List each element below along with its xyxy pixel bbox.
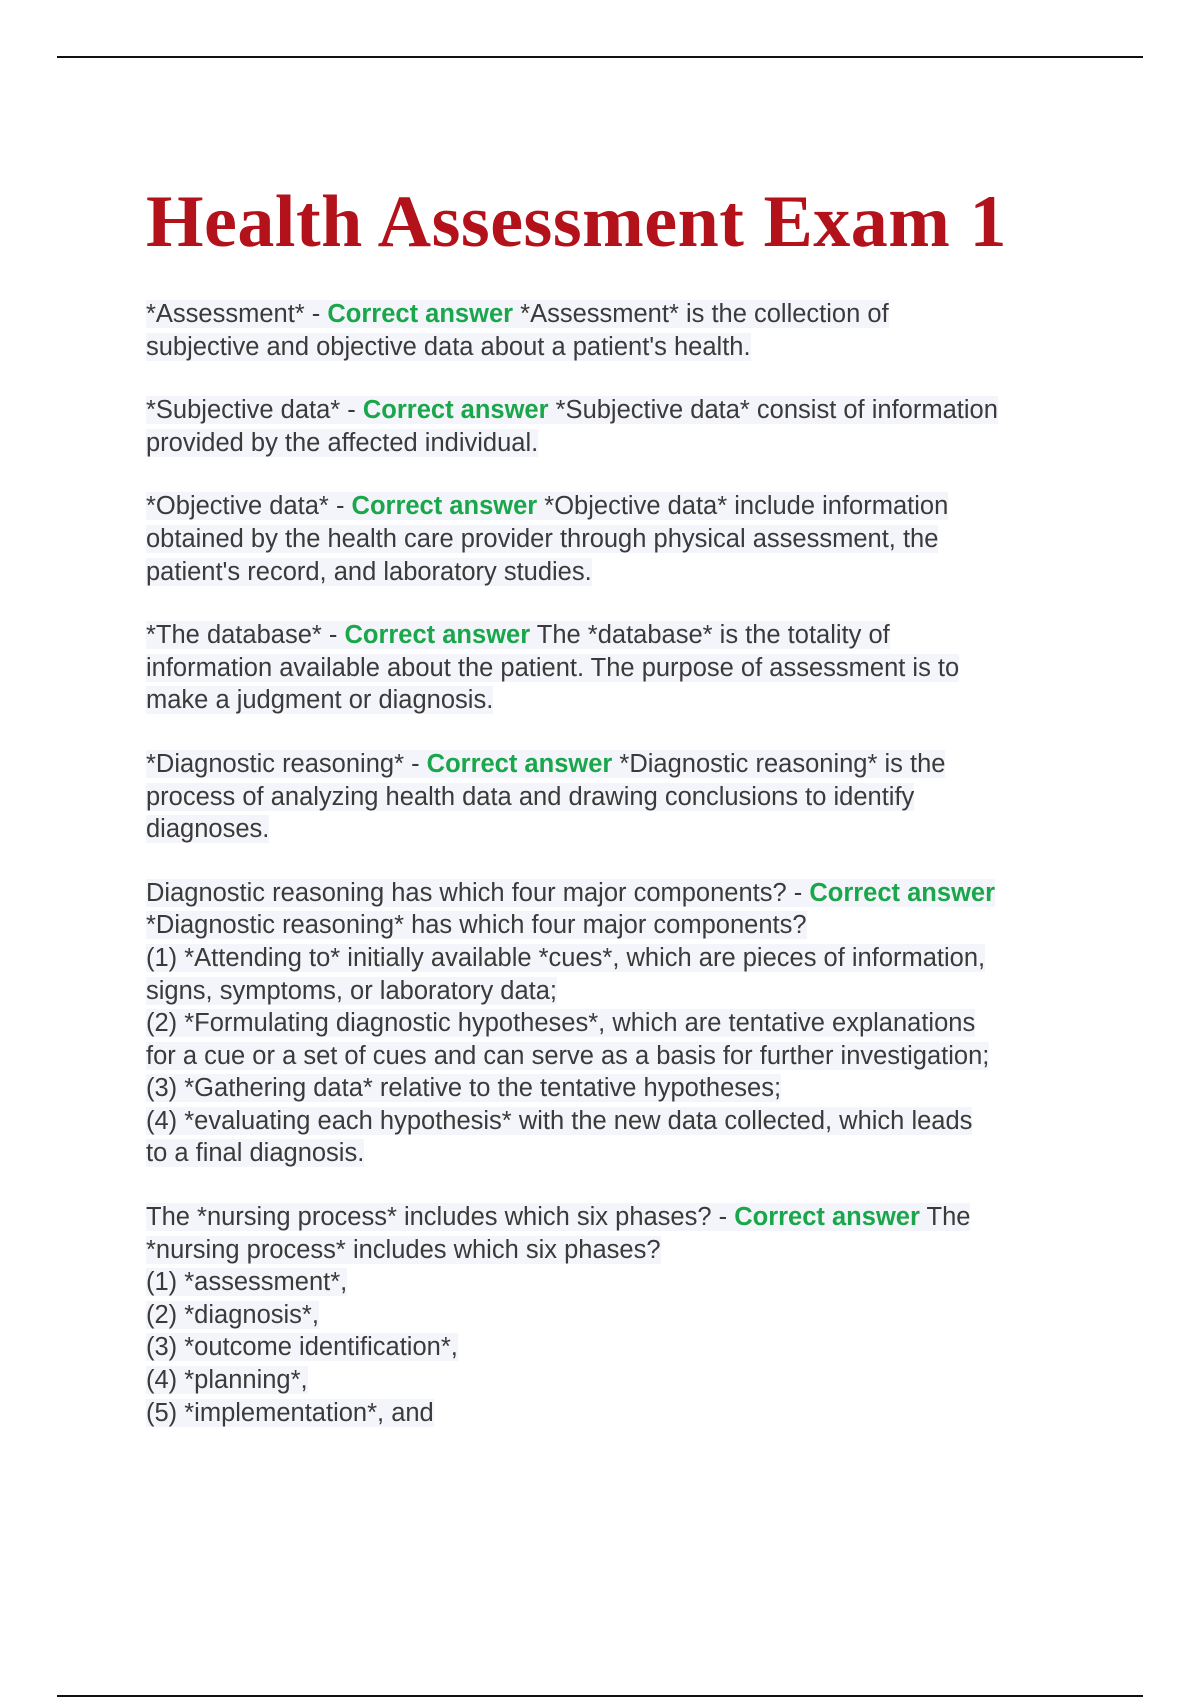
- question-text: The *nursing process* includes which six phases? -: [146, 1203, 735, 1232]
- answer-line: (4) *evaluating each hypothesis* with the new data collected, which leads: [146, 1106, 973, 1135]
- answer-text: *Objective data* include information: [537, 492, 949, 521]
- header-rule: [57, 56, 1143, 58]
- answer-line: obtained by the health care provider through physical assessment, the: [146, 524, 939, 553]
- correct-answer-tag: Correct answer: [734, 1203, 920, 1232]
- footer-rule: [57, 1695, 1143, 1697]
- correct-answer-tag: Correct answer: [351, 492, 538, 521]
- correct-answer-tag: Correct answer: [327, 300, 514, 328]
- answer-line: process of analyzing health data and drawing conclusions to identify: [146, 782, 915, 811]
- correct-answer-tag: Correct answer: [344, 621, 531, 650]
- answer-line: (2) *Formulating diagnostic hypotheses*, which are tentative explanations: [146, 1009, 976, 1038]
- answer-line: (4) *planning*,: [146, 1366, 308, 1395]
- answer-line: (1) *assessment*,: [146, 1268, 348, 1297]
- qa-first-line: [146, 298, 1096, 331]
- answer-line: signs, symptoms, or laboratory data;: [146, 976, 558, 1005]
- answer-line: (3) *Gathering data* relative to the tentative hypotheses;: [146, 1074, 782, 1103]
- correct-answer-tag: Correct answer: [426, 749, 613, 778]
- answer-text: The *database* is the totality of: [530, 621, 890, 650]
- answer-line: (5) *implementation*, and: [146, 1398, 434, 1427]
- answer-line: *Diagnostic reasoning* has which four major components?: [146, 911, 807, 940]
- qa-item: [146, 298, 1096, 363]
- qa-first-line: [146, 877, 1096, 910]
- answer-line: (2) *diagnosis*,: [146, 1300, 319, 1329]
- qa-item: [146, 748, 1096, 846]
- question-text: Diagnostic reasoning has which four major components? -: [146, 878, 810, 907]
- qa-first-line: [146, 748, 1096, 781]
- answer-text: *Assessment* is the collection of: [513, 300, 889, 328]
- qa-item: [146, 619, 1096, 717]
- qa-item: [146, 490, 1096, 588]
- question-text: *Assessment* -: [146, 300, 328, 328]
- answer-line: (1) *Attending to* initially available *cues*, which are pieces of information,: [146, 943, 986, 972]
- qa-item: [146, 877, 1096, 1170]
- question-text: *Subjective data* -: [146, 396, 363, 425]
- qa-first-line: [146, 490, 1096, 523]
- answer-line: subjective and objective data about a patient's health.: [146, 332, 751, 361]
- question-text: *Objective data* -: [146, 492, 352, 521]
- qa-first-line: [146, 1201, 1096, 1234]
- correct-answer-tag: Correct answer: [362, 396, 549, 425]
- document-title: Health Assessment Exam 1: [146, 181, 1007, 263]
- answer-line: *nursing process* includes which six phases?: [146, 1235, 661, 1264]
- answer-text: *Diagnostic reasoning* is the: [612, 749, 946, 778]
- answer-line: diagnoses.: [146, 815, 270, 844]
- question-text: *The database* -: [146, 621, 345, 650]
- answer-text: *Subjective data* consist of information: [548, 396, 998, 425]
- document-body: [146, 182, 1096, 1460]
- answer-line: information available about the patient. The purpose of assessment is to: [146, 653, 960, 682]
- correct-answer-tag: Correct answer: [809, 878, 996, 907]
- qa-item: [146, 1201, 1096, 1429]
- answer-line: to a final diagnosis.: [146, 1139, 365, 1168]
- answer-text: The: [919, 1203, 971, 1232]
- answer-line: make a judgment or diagnosis.: [146, 686, 494, 715]
- qa-first-line: [146, 619, 1096, 652]
- answer-line: for a cue or a set of cues and can serve as a basis for further investigation;: [146, 1041, 990, 1070]
- answer-line: (3) *outcome identification*,: [146, 1333, 458, 1362]
- answer-line: patient's record, and laboratory studies.: [146, 557, 592, 586]
- answer-line: provided by the affected individual.: [146, 428, 539, 457]
- qa-first-line: [146, 394, 1096, 427]
- question-text: *Diagnostic reasoning* -: [146, 749, 427, 778]
- qa-item: [146, 394, 1096, 459]
